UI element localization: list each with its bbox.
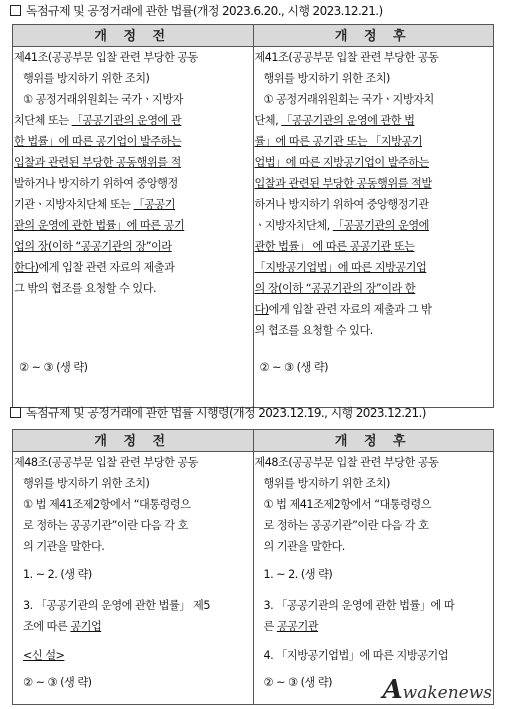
- law-comparison-table: [12, 24, 494, 408]
- law-section-title: 독점규제 및 공정거래에 관한 법률(개정 2023.6.20., 시행 2023.12.21.): [10, 2, 383, 19]
- header-after: 개 정 후: [253, 430, 494, 452]
- decree-section-title: 독점규제 및 공정거래에 관한 법률 시행령(개정 2023.12.19., 시행 2023.12.21.): [10, 404, 426, 421]
- checkbox-square-icon: [10, 407, 21, 418]
- decree-comparison-table: [12, 429, 494, 705]
- watermark-initial: A: [382, 675, 403, 705]
- decree-before-text: 제48조(공공부문 입찰 관련 부당한 공동 행위를 방지하기 위한 조치) ① 법 제41조제2항에서 “대통령령으 로 정하는 공공기관”이란 다음 각 호 의 기관을 말한다. 1. ~ 2. (생 략) 3. 「공공기관의 운영에 관한 법률」 제5 조에 따른 공기업 <신 설> ② ~ ③ (생 략): [14, 456, 210, 689]
- law-before-text: 제41조(공공부문 입찰 관련 부당한 공동 행위를 방지하기 위한 조치) ① 공정거래위원회는 국가ㆍ지방자 치단체 또는 「공공기관의 운영에 관 한 법률」에 따른 공기업이 발주하는 입찰과 관련된 부당한 공동행위를 적 발하거나 방지하기 위하여 중앙행정 기관ㆍ지방자치단체 또는 「공공기 관의 운영에 관한 법률」에 따른 공기 업의 장(이하 “공공기관의 장”이라 한다)에게 입찰 관련 자료의 제출과 그 밖의 협조를 요청할 수 있다. ② ~ ③ (생 략): [14, 51, 198, 374]
- watermark-logo: Awakenews: [382, 675, 492, 705]
- checkbox-square-icon: [10, 5, 21, 16]
- header-before: 개 정 전: [13, 430, 254, 452]
- decree-after-text: 제48조(공공부문 입찰 관련 부당한 공동 행위를 방지하기 위한 조치) ① 법 제41조제2항에서 “대통령령으 로 정하는 공공기관”이란 다음 각 호 의 기관을 말한다. 1. ~ 2. (생 략) 3. 「공공기관의 운영에 관한 법률」에 따 른 공공기관 4. 「지방공기업법」에 따른 지방공기업 ② ~ ③ (생 략): [254, 456, 455, 689]
- header-after: 개 정 후: [253, 25, 494, 47]
- header-before: 개 정 전: [13, 25, 254, 47]
- law-after-text: 제41조(공공부문 입찰 관련 부당한 공동 행위를 방지하기 위한 조치) ① 공정거래위원회는 국가ㆍ지방자치 단체, 「공공기관의 운영에 관한 법 률」에 따른 공기관 또는 「지방공기 업법」에 따른 지방공기업이 발주하는 입찰과 관련된 부당한 공동행위를 적발 하거나 방지하기 위하여 중앙행정기관 ㆍ지방자치단체, 「공공기관의 운영에 관한 법률」 에 따른 공공기관 또는 「지방공기업법」에 따른 지방공기업 의 장(이하 “공공기관의 장”이라 한 다)에게 입찰 관련 자료의 제출과 그 밖 의 협조를 요청할 수 있다. ② ~ ③ (생 략): [254, 51, 439, 374]
